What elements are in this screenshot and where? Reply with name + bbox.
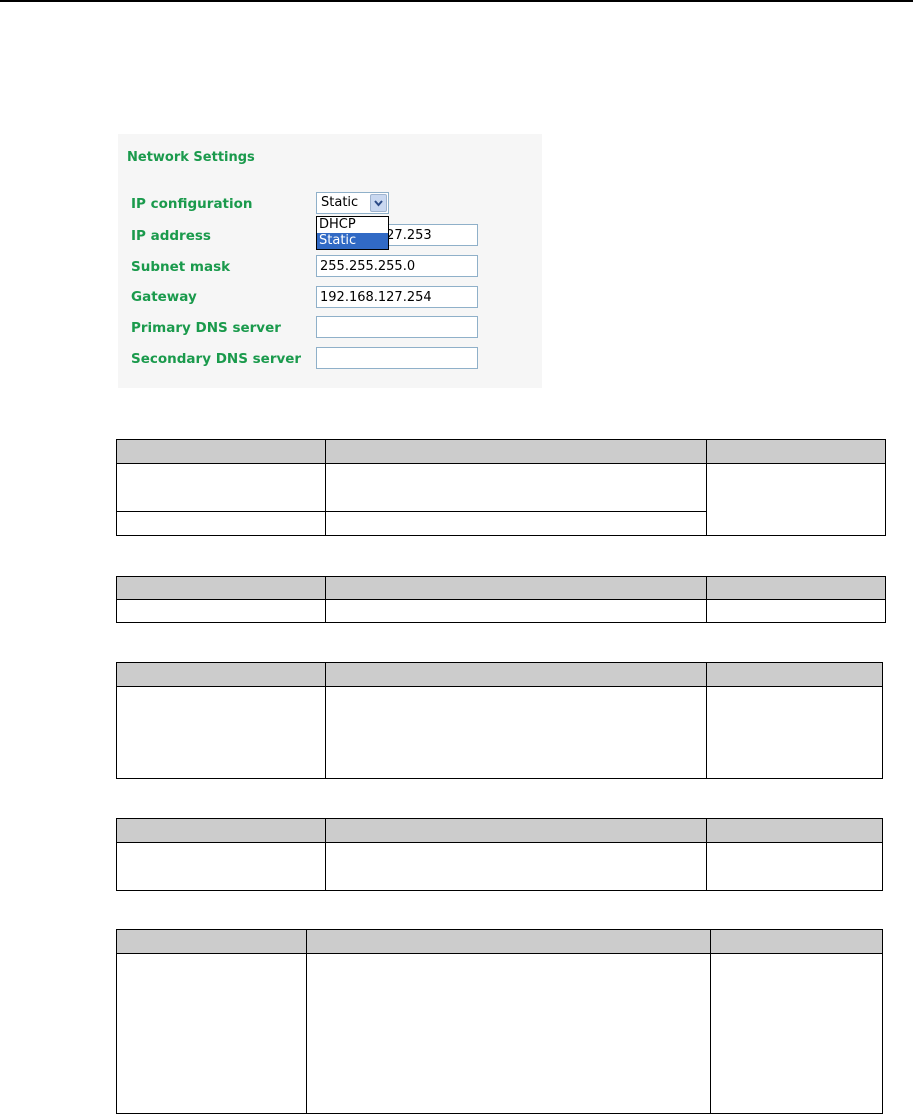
table-header-cell	[711, 930, 883, 954]
table-cell	[307, 954, 711, 1114]
table-cell	[707, 687, 883, 779]
dropdown-option-dhcp[interactable]: DHCP	[319, 217, 356, 232]
table-cell	[117, 600, 326, 623]
table-header-cell	[307, 930, 711, 954]
network-settings-panel	[118, 134, 542, 388]
table-row	[117, 954, 883, 1114]
table-row	[117, 600, 886, 623]
table-header-row	[117, 577, 886, 600]
table-cell	[117, 843, 326, 891]
table-cell	[117, 464, 326, 512]
table-cell	[326, 512, 707, 536]
table-row	[117, 687, 883, 779]
table-header-row	[117, 819, 883, 843]
table-header-cell	[707, 819, 883, 843]
table-header-cell	[326, 819, 707, 843]
table-header-cell	[117, 819, 326, 843]
ip-configuration-selected-value: Static	[321, 195, 359, 210]
table-row	[117, 843, 883, 891]
gateway-input[interactable]	[316, 286, 478, 308]
table-header-cell	[707, 440, 886, 464]
table-cell	[326, 687, 707, 779]
top-rule	[0, 0, 913, 2]
table-header-row	[117, 440, 886, 464]
settings-table-4	[116, 818, 883, 891]
table-header-cell	[707, 663, 883, 687]
ip-configuration-label: IP configuration	[131, 196, 253, 212]
primary-dns-label: Primary DNS server	[131, 320, 281, 336]
subnet-mask-input[interactable]	[316, 255, 478, 277]
table-cell	[707, 464, 886, 536]
settings-table-3	[116, 662, 883, 779]
table-cell	[707, 843, 883, 891]
table-cell	[117, 512, 326, 536]
table-header-cell	[326, 663, 707, 687]
table-cell	[326, 843, 707, 891]
table-header-row	[117, 930, 883, 954]
table-cell	[117, 954, 307, 1114]
panel-title: Network Settings	[127, 150, 255, 165]
table-cell	[711, 954, 883, 1114]
table-header-cell	[117, 663, 326, 687]
table-header-cell	[707, 577, 886, 600]
table-header-cell	[117, 440, 326, 464]
secondary-dns-input[interactable]	[316, 347, 478, 369]
settings-table-5	[116, 929, 883, 1114]
dropdown-option-static[interactable]: Static	[317, 233, 388, 249]
chevron-down-icon[interactable]	[370, 194, 387, 212]
ip-address-label: IP address	[131, 228, 211, 244]
primary-dns-input[interactable]	[316, 316, 478, 338]
table-header-cell	[117, 577, 326, 600]
table-header-cell	[117, 930, 307, 954]
ip-configuration-select[interactable]	[316, 192, 389, 214]
settings-table-2	[116, 576, 886, 623]
subnet-mask-label: Subnet mask	[131, 259, 231, 275]
settings-table-1	[116, 439, 886, 536]
table-header-cell	[326, 440, 707, 464]
secondary-dns-label: Secondary DNS server	[131, 351, 302, 367]
table-header-cell	[326, 577, 707, 600]
gateway-label: Gateway	[131, 289, 197, 305]
table-cell	[326, 464, 707, 512]
table-row	[117, 464, 886, 512]
table-cell	[707, 600, 886, 623]
table-cell	[117, 687, 326, 779]
table-header-row	[117, 663, 883, 687]
table-cell	[326, 600, 707, 623]
ip-configuration-dropdown-list	[316, 216, 389, 250]
